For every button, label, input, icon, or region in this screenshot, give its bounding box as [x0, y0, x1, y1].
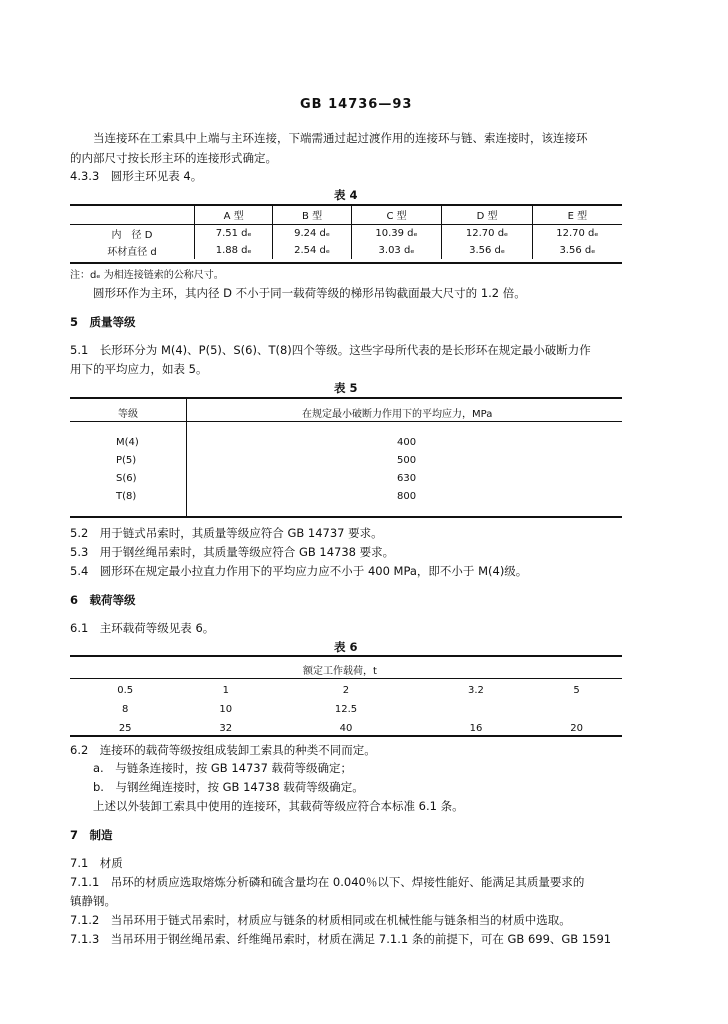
table5-header-stress: 在规定最小破断力作用下的平均应力，MPa	[302, 409, 493, 420]
table4	[70, 205, 622, 259]
paragraph-line: 圆形环作为主环，其内径 D 不小于同一载荷等级的梯形吊钩截面最大尺寸的 1.2 倍。	[93, 286, 526, 300]
table6-cell	[531, 700, 622, 719]
table6-caption: 表 6	[334, 640, 358, 654]
table6-bottom-rule	[70, 735, 622, 737]
table-row	[70, 242, 622, 259]
table6-cell: 40	[339, 723, 353, 734]
table4-cell: 3.56 dₑ	[442, 242, 533, 259]
clause-6-2: 6.2 连接环的载荷等级按组成装卸工索具的种类不同而定。	[70, 743, 376, 757]
clause-6-2-note: 上述以外装卸工索具中使用的连接环，其载荷等级应符合本标准 6.1 条。	[93, 799, 464, 813]
paragraph-line: 当连接环在工索具中上端与主环连接，下端需通过起过渡作用的连接环与链、索连接时，该连接环	[93, 131, 588, 145]
table6-cell: 10	[219, 704, 233, 715]
table4-caption: 表 4	[334, 188, 358, 202]
table4-cell: 10.39 dₑ	[351, 225, 442, 243]
table4-header-cell: A 型	[195, 205, 273, 225]
table6-cell: 16	[469, 723, 483, 734]
section-5-heading: 5 质量等级	[70, 315, 136, 329]
table4-cell: 12.70 dₑ	[532, 225, 622, 243]
table5-value: 800	[397, 491, 417, 502]
table5-grade: S(6)	[116, 473, 137, 484]
table4-header-cell: D 型	[442, 205, 533, 225]
table5-grade: T(8)	[116, 491, 137, 502]
clause-7-1: 7.1 材质	[70, 856, 123, 870]
table5-value: 630	[397, 473, 417, 484]
section-6-heading: 6 载荷等级	[70, 593, 136, 607]
table6-cell	[421, 700, 531, 719]
table6-cell: 20	[570, 723, 583, 734]
table5-header-rule	[70, 421, 622, 422]
paragraph-line: 的内部尺寸按长形主环的连接形式确定。	[70, 151, 277, 165]
clause-5-3: 5.3 用于钢丝绳吊索时，其质量等级应符合 GB 14738 要求。	[70, 545, 395, 559]
table5-top-rule	[70, 397, 622, 399]
table4-header-cell	[70, 205, 195, 225]
clause-5-4: 5.4 圆形环在规定最小拉直力作用下的平均应力应不小于 400 MPa，即不小于 M(4)级。	[70, 564, 528, 578]
table6-cell: 5	[573, 685, 580, 696]
clause-5-2: 5.2 用于链式吊索时，其质量等级应符合 GB 14737 要求。	[70, 526, 383, 540]
table4-cell: 1.88 dₑ	[195, 242, 273, 259]
table6-cell: 2	[342, 685, 350, 696]
table4-cell: 环材直径 d	[107, 247, 157, 258]
table-row	[70, 700, 622, 719]
clause-7-1-2: 7.1.2 当吊环用于链式吊索时，材质应与链条的材质相同或在机械性能与链条相当的材质中选取。	[70, 913, 571, 927]
clause-5-1-cont: 用下的平均应力，如表 5。	[70, 362, 208, 376]
table4-cell: 3.56 dₑ	[532, 242, 622, 259]
table4-header-row	[70, 205, 622, 225]
clause-6-2-b: b. 与钢丝绳连接时，按 GB 14738 载荷等级确定。	[93, 780, 364, 794]
table6-top-rule	[70, 655, 622, 657]
table4-cell: 7.51 dₑ	[195, 225, 273, 243]
table6-cell: 0.5	[117, 685, 134, 696]
clause-7-1-1: 7.1.1 吊环的材质应选取熔炼分析磷和硫含量均在 0.040％以下、焊接性能好、能满足其质量要求的	[70, 875, 585, 889]
table-row	[70, 225, 622, 243]
clause-6-2-a: a. 与链条连接时，按 GB 14737 载荷等级确定；	[93, 761, 353, 775]
table5-column-divider	[186, 397, 187, 516]
table5-bottom-rule	[70, 516, 622, 518]
section-7-heading: 7 制造	[70, 828, 113, 842]
table5-caption: 表 5	[334, 381, 358, 395]
table-row	[70, 681, 622, 700]
table5-value: 500	[397, 455, 417, 466]
table5-header-grade: 等级	[118, 409, 138, 420]
table4-cell: 12.70 dₑ	[442, 225, 533, 243]
clause-7-1-3: 7.1.3 当吊环用于钢丝绳吊索、纤维绳吊索时，材质在满足 7.1.1 条的前提下，可在 GB 699、GB 1591	[70, 932, 612, 946]
table4-header-cell: B 型	[273, 205, 351, 225]
table4-cell: 2.54 dₑ	[273, 242, 351, 259]
table6	[70, 681, 622, 738]
table6-cell: 32	[219, 723, 233, 734]
clause-6-1: 6.1 主环载荷等级见表 6。	[70, 621, 215, 635]
table4-cell: 3.03 dₑ	[351, 242, 442, 259]
table6-header-rule	[70, 678, 622, 679]
table5-grade: M(4)	[116, 437, 139, 448]
table4-note: 注：dₑ 为相连接链索的公称尺寸。	[70, 270, 224, 281]
clause-4-3-3: 4.3.3 圆形主环见表 4。	[70, 169, 203, 183]
table4-header-cell: E 型	[532, 205, 622, 225]
table4-cell: 内 径 D	[111, 230, 153, 241]
table6-cell: 25	[118, 723, 132, 734]
clause-7-1-1-cont: 镇静钢。	[70, 894, 116, 908]
table4-cell: 9.24 dₑ	[273, 225, 351, 243]
table6-cell: 1	[222, 685, 229, 696]
table5-grade: P(5)	[116, 455, 137, 466]
table6-cell: 3.2	[468, 685, 484, 696]
table4-bottom-rule	[70, 262, 622, 264]
table5-value: 400	[397, 437, 417, 448]
table6-header: 额定工作载荷，t	[303, 666, 377, 677]
table4-header-cell: C 型	[351, 205, 442, 225]
page-header: GB 14736—93	[300, 97, 413, 112]
table6-cell: 8	[122, 704, 129, 715]
clause-5-1: 5.1 长形环分为 M(4)、P(5)、S(6)、T(8)四个等级。这些字母所代表的是长形环在规定最小破断力作	[70, 343, 591, 357]
table6-cell: 12.5	[334, 704, 358, 715]
